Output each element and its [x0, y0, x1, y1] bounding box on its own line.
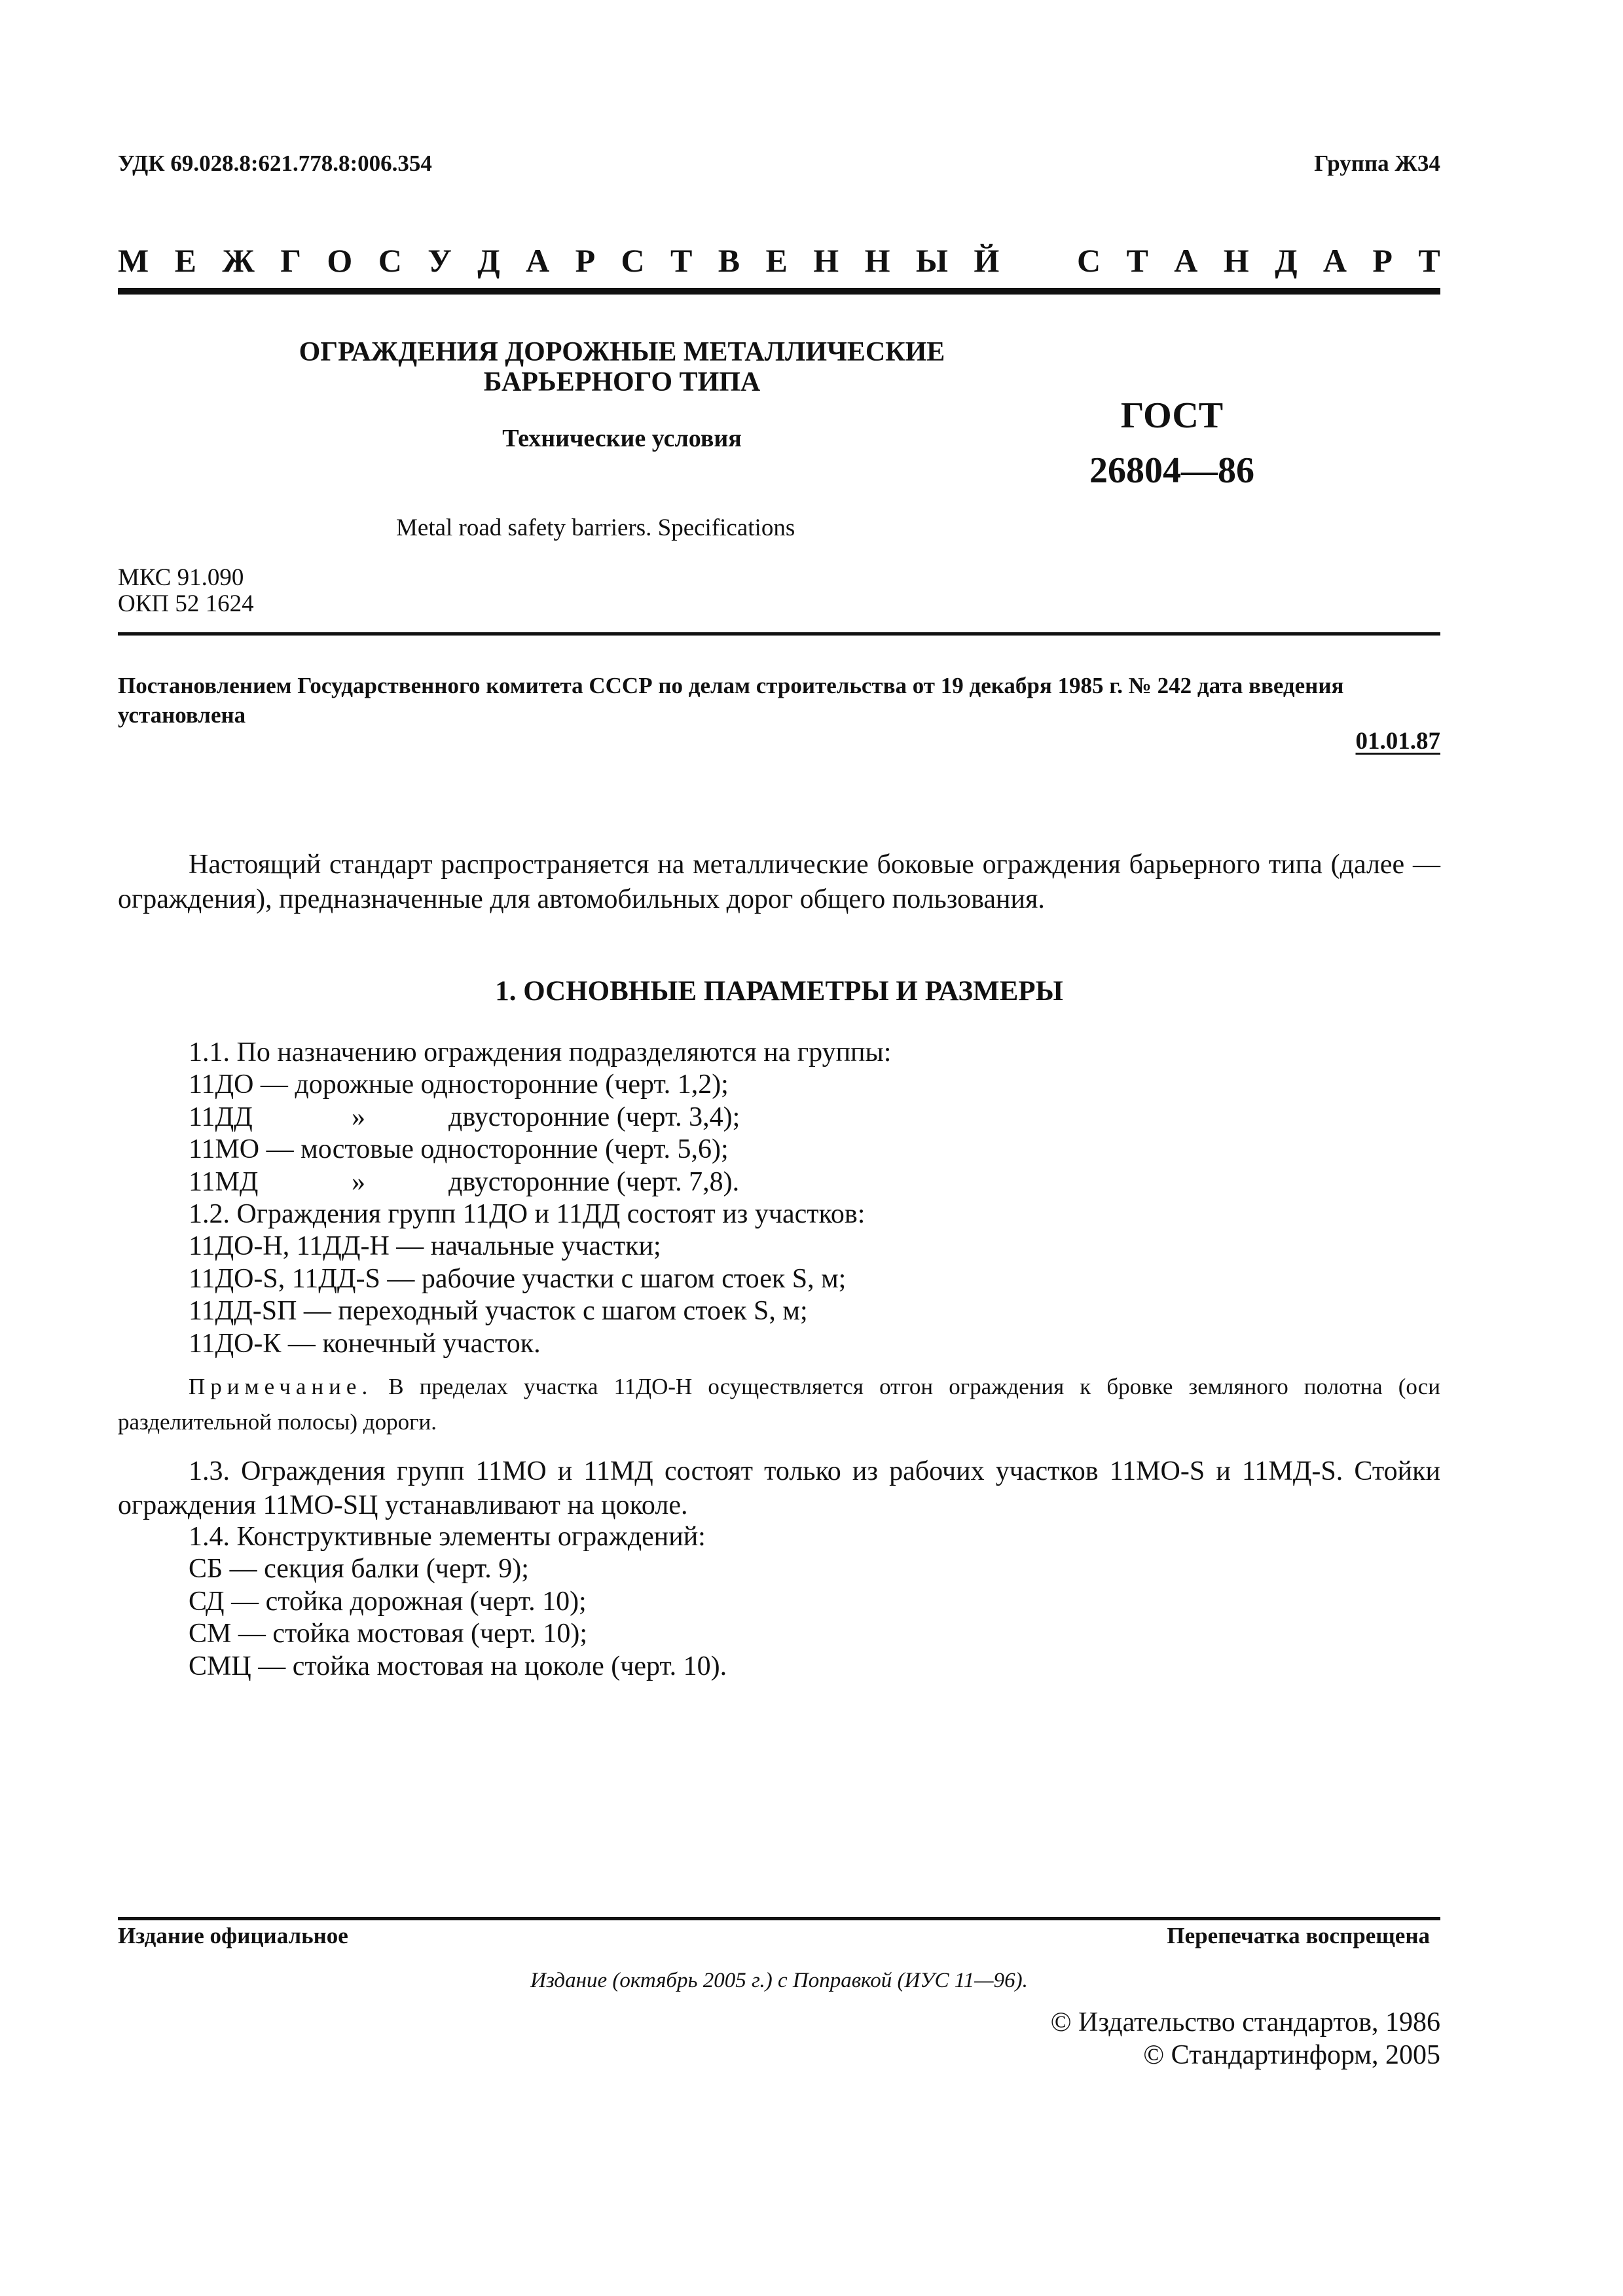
ditto-mark: » — [352, 1102, 365, 1132]
banner-left-letter: А — [526, 242, 550, 279]
element-item: СМЦ — стойка мостовая на цоколе (черт. 10). — [189, 1651, 727, 1681]
copyright-block — [1051, 2006, 1440, 2072]
clause-1-2-lead: 1.2. Ограждения групп 11ДО и 11ДД состоят из участков: — [189, 1199, 866, 1230]
clause-1-1 — [189, 1037, 1432, 1360]
ditto-mark: » — [352, 1166, 365, 1197]
banner-right-letter: А — [1322, 242, 1347, 279]
document-title — [196, 337, 1048, 397]
udc-code: УДК 69.028.8:621.778.8:006.354 — [118, 151, 432, 176]
resolution-text: Постановлением Государственного комитета СССР по делам строительства от 19 декабря 1985 г. № 242 дата введения установлена — [118, 673, 1344, 728]
banner-left-letter: Г — [280, 242, 301, 279]
group-description: двусторонние (черт. 3,4); — [448, 1102, 740, 1132]
element-item: СМ — стойка мостовая (черт. 10); — [189, 1619, 588, 1649]
clause-1-1-lead: 1.1. По назначению ограждения подразделяются на группы: — [189, 1037, 892, 1067]
banner-left-letter: Е — [765, 242, 788, 279]
section-item: 11ДД-SП — переходный участок с шагом стоек S, м; — [189, 1296, 808, 1327]
banner-left-letter: М — [118, 242, 149, 279]
group-item — [189, 1069, 1432, 1101]
group-code: 11МО — мостовые односторонние (черт. 5,6); — [189, 1134, 729, 1165]
clause-1-4-lead: 1.4. Конструктивные элементы ограждений: — [189, 1522, 706, 1552]
banner-right-letter: Т — [1418, 242, 1440, 279]
banner-left-letter: У — [428, 242, 452, 279]
banner-left-letter: Д — [477, 242, 500, 279]
reprint-notice: Перепечатка воспрещена — [1167, 1923, 1430, 1948]
group-item — [189, 1102, 1432, 1134]
footer-rule — [118, 1917, 1440, 1920]
banner-left-letter: Ж — [222, 242, 255, 279]
scope-text: Настоящий стандарт распространяется на металлические боковые ограждения барьерного типа (далее — ограждения), предназначенные для автомобильных дорог общего пользования. — [118, 850, 1440, 914]
note-text: В пределах участка 11ДО-Н осуществляется отгон ограждения к бровке земляного полотна (оси разделительной полосы) дороги. — [118, 1374, 1440, 1435]
banner-left-letter: Н — [864, 242, 890, 279]
banner-right-letter: Н — [1223, 242, 1249, 279]
banner-left-letter: Й — [974, 242, 1000, 279]
banner-right-letter: С — [1077, 242, 1101, 279]
document-title-line2: БАРЬЕРНОГО ТИПА — [483, 367, 761, 397]
group-code: 11ДД — [189, 1102, 253, 1132]
classification-rule — [118, 632, 1440, 636]
interstate-standard-banner — [118, 241, 1440, 280]
banner-thick-rule — [118, 288, 1440, 295]
official-edition: Издание официальное — [118, 1923, 348, 1948]
banner-right-letter: Р — [1372, 242, 1393, 279]
gost-code: 26804—86 — [1089, 450, 1254, 491]
classification-codes — [118, 565, 254, 617]
element-item: СД — стойка дорожная (черт. 10); — [189, 1586, 587, 1617]
banner-left-letter: О — [327, 242, 353, 279]
document-title-line1: ОГРАЖДЕНИЯ ДОРОЖНЫЕ МЕТАЛЛИЧЕСКИЕ — [299, 337, 945, 367]
clause-1-3 — [118, 1454, 1440, 1522]
section-item: 11ДО-К — конечный участок. — [189, 1328, 541, 1359]
banner-right-letter: Д — [1275, 242, 1298, 279]
copyright-standartinform: © Стандартинформ, 2005 — [1143, 2040, 1440, 2070]
banner-left-letter: Н — [813, 242, 839, 279]
note-label: Примечание. — [189, 1374, 373, 1399]
banner-right-letter: А — [1174, 242, 1198, 279]
copyright-publisher: © Издательство стандартов, 1986 — [1050, 2007, 1440, 2037]
banner-left-letter: Ы — [915, 242, 948, 279]
introduction-date: 01.01.87 — [1355, 728, 1440, 755]
scope-paragraph — [118, 848, 1440, 917]
clause-1-4 — [189, 1521, 1432, 1683]
group-code: Группа Ж34 — [1314, 151, 1440, 176]
section-item: 11ДО-S, 11ДД-S — рабочие участки с шагом стоек S, м; — [189, 1263, 847, 1294]
group-item — [189, 1166, 1432, 1198]
section-item: 11ДО-Н, 11ДД-Н — начальные участки; — [189, 1231, 661, 1262]
gost-number — [1074, 388, 1270, 498]
banner-left-letter: В — [718, 242, 740, 279]
okp-code: ОКП 52 1624 — [118, 590, 254, 617]
banner-left-letter: С — [621, 242, 645, 279]
group-code: 11МД — [189, 1166, 259, 1197]
group-description: двусторонние (черт. 7,8). — [448, 1166, 740, 1197]
banner-left-letter: Е — [174, 242, 196, 279]
edition-note: Издание (октябрь 2005 г.) с Поправкой (ИУС 11—96). — [530, 1969, 1028, 1992]
section-heading: 1. ОСНОВНЫЕ ПАРАМЕТРЫ И РАЗМЕРЫ — [495, 976, 1063, 1007]
group-code: 11ДО — дорожные односторонние (черт. 1,2); — [189, 1069, 729, 1100]
group-item — [189, 1134, 1432, 1166]
element-item: СБ — секция балки (черт. 9); — [189, 1554, 529, 1585]
english-title: Metal road safety barriers. Specifications — [396, 514, 795, 541]
banner-left-letter: С — [378, 242, 402, 279]
gost-label: ГОСТ — [1120, 395, 1224, 436]
banner-right-letter: Т — [1126, 242, 1148, 279]
banner-left-letter: Т — [670, 242, 693, 279]
banner-left-letter: Р — [575, 242, 596, 279]
note — [118, 1369, 1440, 1440]
clause-1-3-text: 1.3. Ограждения групп 11МО и 11МД состоят только из рабочих участков 11МО-S и 11МД-S. Стойки ограждения 11МО-SЦ устанавливают на цоколе. — [118, 1456, 1440, 1520]
mks-code: МКС 91.090 — [118, 564, 244, 591]
document-subtitle: Технические условия — [502, 425, 742, 452]
